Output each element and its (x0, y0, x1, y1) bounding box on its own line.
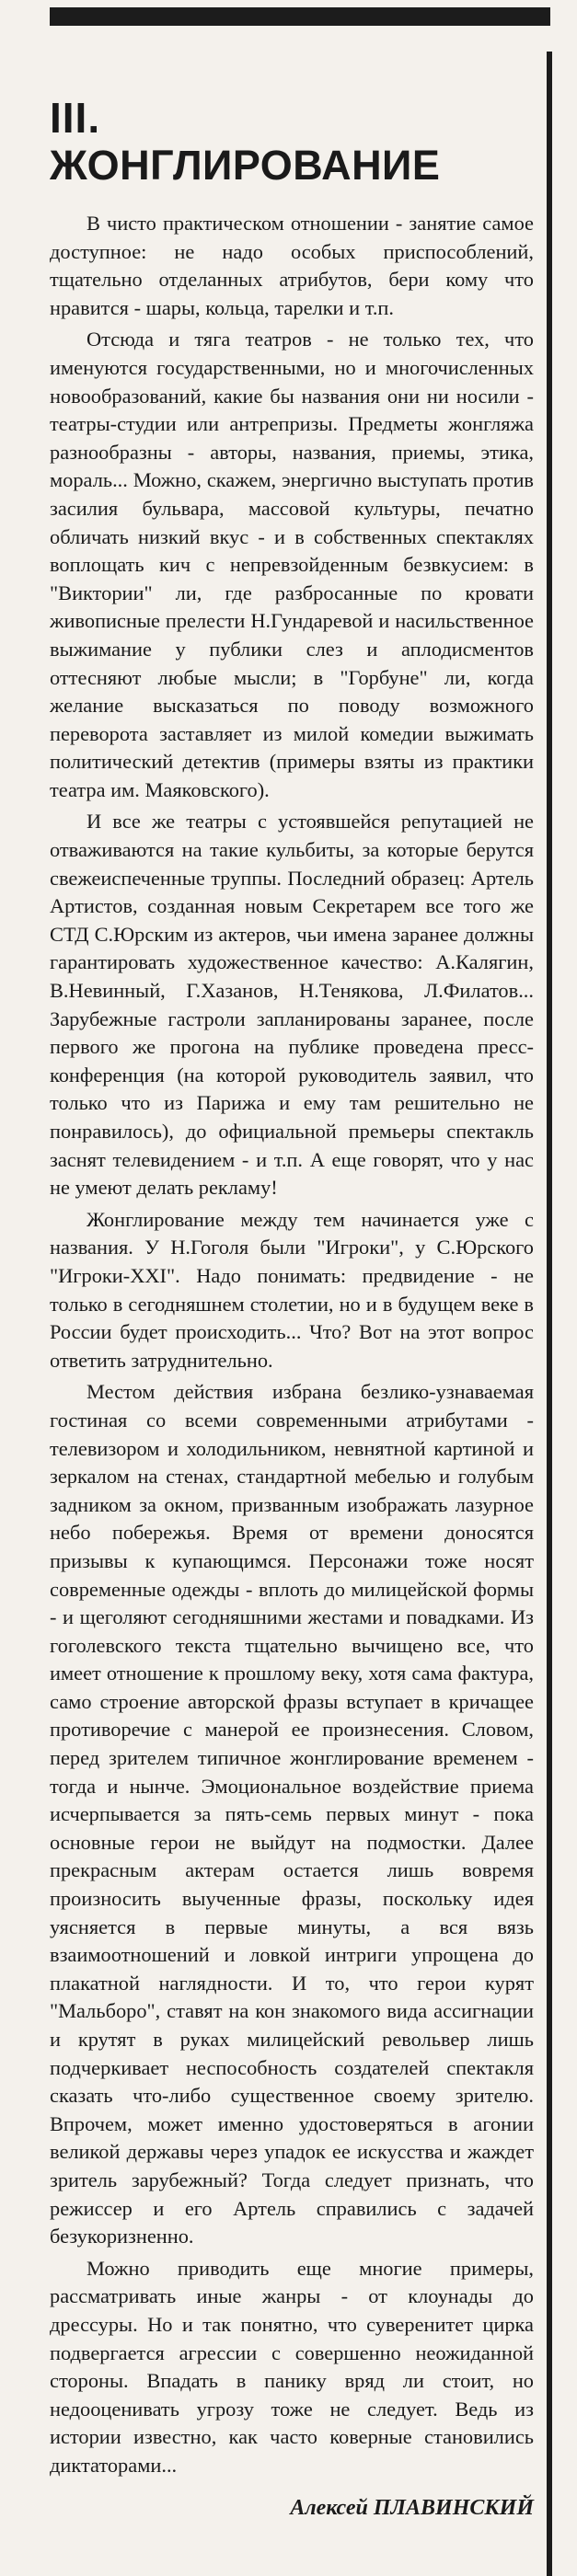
paragraph-2: Отсюда и тяга театров - не только тех, что именуются государственными, но и многочисленных новообразований, какие бы названия они ни носили - театры-студии или антрепризы. Предметы жонгляжа разнообразны - авторы, названия, приемы, этика, мораль... Можно, скажем, энергично выступать против засилия бульвара, массовой культуры, печатно обличать низкий вкус - и в собственных спектаклях воплощать кич с непревзойденным безвкусием: в "Виктории" ли, где разбросанные по кровати живописные прелести Н.Гундаревой и насильственное выжимание у публики слез и аплодисментов оттесняют любые мысли; в "Горбуне" ли, когда желание высказаться по поводу возможного переворота заставляет из милой комедии выжимать политический детектив (примеры взяты из практики театра им. Маяковского). (50, 328, 534, 801)
paragraph-1: В чисто практическом отношении - занятие самое доступное: не надо особых приспособлений, тщательно отделанных атрибутов, бери кому что нравится - шары, кольца, тарелки и т.п. (50, 212, 534, 319)
top-rule (50, 7, 550, 26)
column-rule (547, 52, 552, 2576)
paragraph-4: Жонглирование между тем начинается уже с названия. У Н.Гоголя были "Игроки", у С.Юрского "Игроки-XXI". Надо понимать: предвидение - не только в сегодняшнем столетии, но и в будущем веке в России будет происходить... Что? Вот на этот вопрос ответить затруднительно. (50, 1207, 534, 1372)
paragraph-6: Можно приводить еще многие примеры, рассматривать иные жанры - от клоунады до дрессуры. Но и так понятно, что суверенитет цирка подвергается агрессии с совершенно неожиданной стороны. Впадать в панику вряд ли стоит, но недооценивать угрозу тоже не следует. Ведь из истории известно, как часто коверные становились диктаторами... (50, 2256, 534, 2477)
article (50, 94, 534, 2523)
author-signature: Алексей ПЛАВИНСКИЙ (290, 2495, 534, 2520)
article-title: ЖОНГЛИРОВАНИЕ (50, 142, 441, 189)
paragraph-3: И все же театры с устоявшейся репутацией не отваживаются на такие кульбиты, за которые берутся свежеиспеченные труппы. Последний образец: Артель Артистов, созданная новым Секретарем все того же СТД С.Юрским из актеров, чьи имена заранее должны гарантировать художественное качество: А.Калягин, В.Невинный, Г.Хазанов, Н.Тенякова, Л.Филатов... Зарубежные гастроли запланированы заранее, после первого же прогона на публике проведена пресс-конференция (на которой руководитель заявил, что только что из Парижа и ему там решительно не понравилось), до официальной премьеры спектакль заснят телевидением - и т.п. А еще говорят, что у нас не умеют делать рекламу! (50, 810, 534, 1200)
paragraph-5: Местом действия избрана безлико-узнаваемая гостиная со всеми современными атрибутами - телевизором и холодильником, невнятной картиной и зеркалом на стенах, стандартной мебелью и голубым задником за окном, призванным изображать лазурное небо побережья. Время от времени доносятся призывы к купающимся. Персонажи тоже носят современные одежды - вплоть до милицейской формы - и щеголяют сегодняшними жестами и повадками. Из гоголевского текста тщательно вычищено все, что имеет отношение к прошлому веку, хотя сама фактура, само строение авторской фразы вступает в кричащее противоречие с манерой ее произнесения. Словом, перед зрителем типичное жонглирование временем - тогда и нынче. Эмоциональное воздействие приема исчерпывается за пять-семь первых минут - пока основные герои не выйдут на подмостки. Далее прекрасным актерам остается лишь вовремя произносить выученные фразы, поскольку идея уясняется в первые минуты, а вся вязь взаимоотношений и ловкой интриги упрощена до плакатной наглядности. И то, что герои курят "Мальборо", ставят на кон знакомого вида ассигнации и крутят в руках милицейский револьвер лишь подчеркивает неспособность создателей спектакля сказать что-либо существенное своему зрителю. Впрочем, может именно удостоверяться в агонии великой державы через упадок ее искусства и жаждет зритель зарубежный? Тогда следует признать, что режиссер и его Артель справились с задачей безукоризненно. (50, 1380, 534, 2248)
section-number: III. (50, 94, 101, 142)
